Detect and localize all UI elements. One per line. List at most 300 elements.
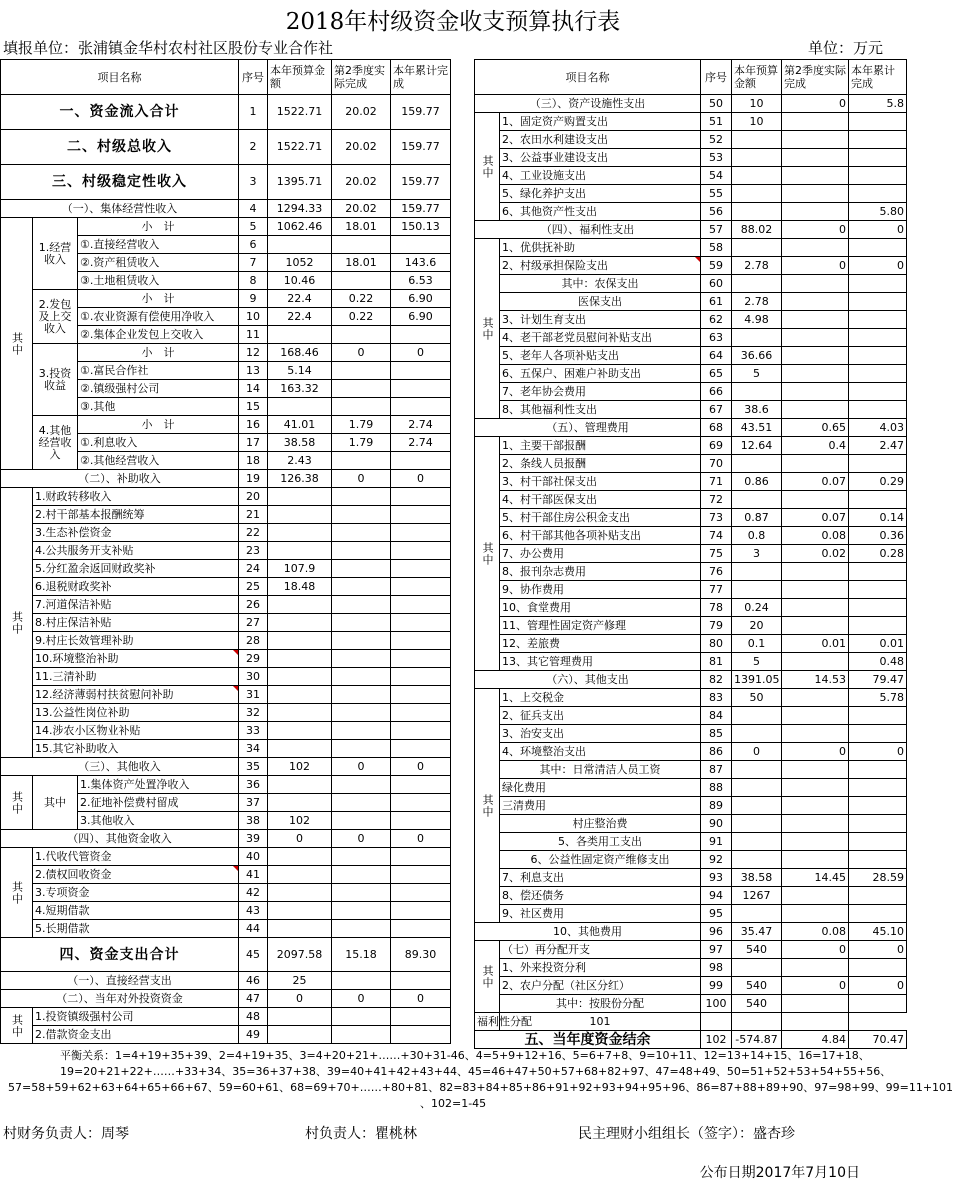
subsection-title: （五）、管理费用 <box>475 419 701 437</box>
cum-cell: 143.6 <box>391 254 451 272</box>
cum-cell <box>391 972 451 990</box>
q2-cell <box>782 293 849 311</box>
budget-cell: 20 <box>732 617 782 635</box>
budget-cell <box>732 203 782 221</box>
table-row <box>1 542 451 560</box>
q2-cell <box>332 686 391 704</box>
village-head: 村负责人：瞿桃林 <box>305 1126 417 1142</box>
q2-cell: 0 <box>332 470 391 488</box>
header-name: 项目名称 <box>475 60 701 95</box>
budget-cell <box>732 905 782 923</box>
cum-cell: 150.13 <box>391 218 451 236</box>
seq-cell: 17 <box>239 434 268 452</box>
q2-cell <box>782 689 849 707</box>
seq-cell: 15 <box>239 398 268 416</box>
seq-cell: 91 <box>701 833 732 851</box>
cum-cell <box>849 491 907 509</box>
item-name: 1.财政转移收入 <box>33 488 239 506</box>
item-name: 8、偿还债务 <box>500 887 701 905</box>
q2-cell <box>782 779 849 797</box>
q2-cell <box>332 362 391 380</box>
cum-cell: 89.30 <box>391 938 451 972</box>
cum-cell <box>391 668 451 686</box>
item-name: ①.直接经营收入 <box>78 236 239 254</box>
q2-cell: 4.84 <box>782 1031 849 1049</box>
q2-cell: 0.07 <box>782 509 849 527</box>
seq-cell: 72 <box>701 491 732 509</box>
header-cum: 本年累计完成 <box>391 60 451 95</box>
budget-cell <box>268 704 332 722</box>
table-row <box>475 599 907 617</box>
item-name: 7、办公费用 <box>500 545 701 563</box>
cum-cell: 0.29 <box>849 473 907 491</box>
budget-cell: 36.66 <box>732 347 782 365</box>
seq-cell: 68 <box>701 419 732 437</box>
cum-cell: 28.59 <box>849 869 907 887</box>
seq-cell: 13 <box>239 362 268 380</box>
budget-cell <box>732 779 782 797</box>
table-row <box>475 995 907 1013</box>
q2-cell <box>332 812 391 830</box>
item-name: 15.其它补助收入 <box>33 740 239 758</box>
seq-cell: 56 <box>701 203 732 221</box>
q2-cell <box>332 866 391 884</box>
budget-cell: 540 <box>732 995 782 1013</box>
seq-cell: 100 <box>701 995 732 1013</box>
q2-cell <box>782 995 849 1013</box>
currency-unit: 单位：万元 <box>807 39 883 57</box>
table-row <box>1 614 451 632</box>
budget-cell <box>732 329 782 347</box>
q2-cell <box>782 167 849 185</box>
table-row <box>475 95 907 113</box>
q2-cell <box>782 275 849 293</box>
seq-cell: 23 <box>239 542 268 560</box>
seq-cell: 22 <box>239 524 268 542</box>
balance-line: 、102=1-45 <box>420 1097 487 1110</box>
q2-cell <box>782 203 849 221</box>
budget-cell: 25 <box>268 972 332 990</box>
cum-cell <box>849 347 907 365</box>
table-row <box>1 416 451 434</box>
budget-cell <box>268 884 332 902</box>
table-row <box>1 506 451 524</box>
seq-cell: 8 <box>239 272 268 290</box>
table-row <box>1 650 451 668</box>
table-row <box>475 635 907 653</box>
table-row <box>1 1008 451 1026</box>
seq-cell: 6 <box>239 236 268 254</box>
budget-cell: 88.02 <box>732 221 782 239</box>
q2-cell <box>782 131 849 149</box>
seq-cell: 92 <box>701 851 732 869</box>
budget-cell <box>268 506 332 524</box>
q2-cell <box>782 959 849 977</box>
item-name: 11.三清补助 <box>33 668 239 686</box>
seq-cell: 101 <box>500 1013 701 1031</box>
item-name: 6.退税财政奖补 <box>33 578 239 596</box>
seq-cell: 97 <box>701 941 732 959</box>
table-row <box>475 275 907 293</box>
table-row <box>475 437 907 455</box>
seq-cell: 60 <box>701 275 732 293</box>
item-name: 10.环境整治补助 <box>33 650 239 668</box>
qizhong-label: 其中 <box>475 437 500 671</box>
cum-cell <box>849 815 907 833</box>
table-row <box>1 470 451 488</box>
cum-cell <box>849 167 907 185</box>
item-name: 其中：按股份分配 <box>500 995 701 1013</box>
cum-cell <box>849 113 907 131</box>
seq-cell: 34 <box>239 740 268 758</box>
seq-cell: 78 <box>701 599 732 617</box>
item-name: 1、外来投资分利 <box>500 959 701 977</box>
cum-cell: 0 <box>849 257 907 275</box>
table-row <box>475 671 907 689</box>
budget-cell <box>732 275 782 293</box>
seq-cell: 73 <box>701 509 732 527</box>
table-row <box>475 113 907 131</box>
table-row <box>475 977 907 995</box>
cum-cell <box>849 905 907 923</box>
subsection-title: （三）、其他收入 <box>1 758 239 776</box>
item-name: 1.集体资产处置净收入 <box>78 776 239 794</box>
seq-cell: 93 <box>701 869 732 887</box>
item-name: 2.借款资金支出 <box>33 1026 239 1044</box>
budget-cell <box>732 167 782 185</box>
budget-cell: 168.46 <box>268 344 332 362</box>
page-title: 2018年村级资金收支预算执行表 <box>285 9 621 35</box>
budget-cell: 43.51 <box>732 419 782 437</box>
q2-cell <box>782 707 849 725</box>
reporting-unit: 填报单位：张浦镇金华村农村社区股份专业合作社 <box>3 39 334 57</box>
subsection-title: 10、其他费用 <box>475 923 701 941</box>
budget-cell <box>732 455 782 473</box>
q2-cell <box>332 902 391 920</box>
finance-head: 村财务负责人：周琴 <box>3 1126 129 1142</box>
q2-cell <box>332 920 391 938</box>
table-row <box>1 668 451 686</box>
budget-cell: 5.14 <box>268 362 332 380</box>
table-row <box>475 455 907 473</box>
table-row <box>475 239 907 257</box>
cum-cell <box>849 599 907 617</box>
table-row <box>475 329 907 347</box>
q2-cell <box>332 506 391 524</box>
budget-cell: 2.78 <box>732 293 782 311</box>
unit-info <box>3 37 903 57</box>
democracy-head: 民主理财小组组长（签字）：盛杏珍 <box>578 1126 795 1142</box>
seq-cell: 55 <box>701 185 732 203</box>
table-row <box>475 707 907 725</box>
subsection-title: （一）、直接经营支出 <box>1 972 239 990</box>
item-name: 8、报刊杂志费用 <box>500 563 701 581</box>
cum-cell: 159.77 <box>391 165 451 200</box>
seq-cell: 99 <box>701 977 732 995</box>
item-name: 9、社区费用 <box>500 905 701 923</box>
cum-cell <box>391 236 451 254</box>
item-name: 福利性分配 <box>475 1013 500 1031</box>
cum-cell <box>782 1013 849 1031</box>
table-row <box>475 401 907 419</box>
subsection-title: （二）、当年对外投资资金 <box>1 990 239 1008</box>
cum-cell <box>391 704 451 722</box>
cum-cell <box>849 725 907 743</box>
budget-cell: 41.01 <box>268 416 332 434</box>
cum-cell: 0.28 <box>849 545 907 563</box>
budget-cell: 2.78 <box>732 257 782 275</box>
item-name: 3、计划生育支出 <box>500 311 701 329</box>
item-name: 12.经济薄弱村扶贫慰问补助 <box>33 686 239 704</box>
budget-cell: 1391.05 <box>732 671 782 689</box>
cum-cell: 5.80 <box>849 203 907 221</box>
budget-cell: 38.6 <box>732 401 782 419</box>
item-name: 3.专项资金 <box>33 884 239 902</box>
q2-cell <box>782 815 849 833</box>
subsection-title: （四）、其他资金收入 <box>1 830 239 848</box>
budget-cell <box>268 722 332 740</box>
item-name: ②.集体企业发包上交收入 <box>78 326 239 344</box>
seq-cell: 47 <box>239 990 268 1008</box>
cum-cell <box>391 452 451 470</box>
q2-cell <box>782 113 849 131</box>
cum-cell <box>849 365 907 383</box>
table-row <box>1 488 451 506</box>
seq-cell: 87 <box>701 761 732 779</box>
q2-cell <box>782 329 849 347</box>
cum-cell: 0.48 <box>849 653 907 671</box>
budget-cell <box>732 707 782 725</box>
seq-cell: 66 <box>701 383 732 401</box>
table-row <box>1 830 451 848</box>
cum-cell <box>391 632 451 650</box>
budget-cell <box>732 491 782 509</box>
header-row <box>475 60 907 95</box>
q2-cell <box>332 380 391 398</box>
q2-cell: 0.08 <box>782 527 849 545</box>
table-row <box>475 545 907 563</box>
q2-cell <box>782 311 849 329</box>
budget-cell <box>732 185 782 203</box>
budget-cell: 10 <box>732 113 782 131</box>
q2-cell <box>782 347 849 365</box>
item-name: 11、管理性固定资产修理 <box>500 617 701 635</box>
item-name: 1、固定资产购置支出 <box>500 113 701 131</box>
cum-cell: 0 <box>849 743 907 761</box>
cum-cell <box>391 398 451 416</box>
header-name: 项目名称 <box>1 60 239 95</box>
table-row <box>475 653 907 671</box>
item-name: 3、公益事业建设支出 <box>500 149 701 167</box>
cum-cell <box>391 686 451 704</box>
q2-cell <box>782 851 849 869</box>
cum-cell <box>391 776 451 794</box>
budget-cell: 18.48 <box>268 578 332 596</box>
balance-relations <box>0 1048 953 1112</box>
item-name: 1.投资镇级强村公司 <box>33 1008 239 1026</box>
budget-cell <box>268 902 332 920</box>
cum-cell: 5.78 <box>849 689 907 707</box>
table-row <box>1 200 451 218</box>
q2-cell <box>332 326 391 344</box>
cum-cell: 0 <box>391 758 451 776</box>
cum-cell <box>391 542 451 560</box>
table-row <box>1 344 451 362</box>
table-row <box>475 185 907 203</box>
budget-cell <box>732 239 782 257</box>
balance-line: 平衡关系：1=4+19+35+39、2=4+19+35、3=4+20+21+……+30+31-46、4=5+9+12+16、5=6+7+8、9=10+11、12=13+14+15、16=17+18、 <box>60 1049 870 1062</box>
seq-cell: 40 <box>239 848 268 866</box>
seq-cell: 19 <box>239 470 268 488</box>
item-name: 3.生态补偿资金 <box>33 524 239 542</box>
q2-cell: 20.02 <box>332 165 391 200</box>
q2-cell <box>332 776 391 794</box>
budget-cell: 22.4 <box>268 290 332 308</box>
q2-cell <box>782 653 849 671</box>
q2-cell: 14.45 <box>782 869 849 887</box>
balance-line: 19=20+21+22+……+33+34、35=36+37+38、39=40+41+42+43+44、45=46+47+50+57+68+82+97、47=48+49、50=51+52+53+54+55+56、 <box>60 1065 892 1078</box>
seq-cell: 89 <box>701 797 732 815</box>
subsection-title: （四）、福利性支出 <box>475 221 701 239</box>
budget-cell <box>732 851 782 869</box>
table-row <box>475 149 907 167</box>
section-title: 三、村级稳定性收入 <box>1 165 239 200</box>
budget-cell <box>732 581 782 599</box>
item-name: ②.其他经营收入 <box>78 452 239 470</box>
cum-cell <box>849 329 907 347</box>
table-row <box>1 686 451 704</box>
table-row <box>475 833 907 851</box>
seq-cell: 58 <box>701 239 732 257</box>
table-row <box>475 1013 907 1031</box>
table-row <box>475 203 907 221</box>
publish-date: 公布日期2017年7月10日 <box>699 1165 860 1181</box>
seq-cell: 46 <box>239 972 268 990</box>
seq-cell: 28 <box>239 632 268 650</box>
budget-cell: 0.1 <box>732 635 782 653</box>
budget-cell: 0.24 <box>732 599 782 617</box>
budget-cell <box>732 833 782 851</box>
seq-cell: 69 <box>701 437 732 455</box>
q2-cell <box>332 972 391 990</box>
table-row <box>1 902 451 920</box>
budget-cell <box>732 383 782 401</box>
budget-cell <box>268 1008 332 1026</box>
budget-cell <box>268 542 332 560</box>
table-row <box>475 311 907 329</box>
cum-cell <box>849 851 907 869</box>
budget-cell <box>268 632 332 650</box>
budget-cell <box>268 650 332 668</box>
cum-cell <box>391 848 451 866</box>
cum-cell <box>849 995 907 1013</box>
q2-cell: 0.07 <box>782 473 849 491</box>
budget-cell: 1522.71 <box>268 95 332 130</box>
table-row <box>1 920 451 938</box>
cum-cell: 0.36 <box>849 527 907 545</box>
table-row <box>1 130 451 165</box>
cum-cell <box>391 866 451 884</box>
budget-cell: 38.58 <box>732 869 782 887</box>
q2-cell <box>782 365 849 383</box>
q2-cell: 15.18 <box>332 938 391 972</box>
seq-cell: 53 <box>701 149 732 167</box>
seq-cell: 25 <box>239 578 268 596</box>
budget-cell: 0 <box>268 830 332 848</box>
seq-cell: 61 <box>701 293 732 311</box>
q2-cell: 0 <box>332 990 391 1008</box>
cum-cell <box>849 275 907 293</box>
budget-cell: 5 <box>732 653 782 671</box>
table-row <box>1 596 451 614</box>
cum-cell: 0 <box>849 221 907 239</box>
q2-cell <box>782 383 849 401</box>
table-row <box>475 221 907 239</box>
cum-cell <box>849 887 907 905</box>
table-row <box>475 815 907 833</box>
seq-cell: 83 <box>701 689 732 707</box>
seq-cell: 76 <box>701 563 732 581</box>
cum-cell: 6.90 <box>391 290 451 308</box>
seq-cell: 84 <box>701 707 732 725</box>
budget-cell <box>732 131 782 149</box>
budget-cell <box>268 488 332 506</box>
table-row <box>1 990 451 1008</box>
q2-cell <box>332 668 391 686</box>
cum-cell: 159.77 <box>391 200 451 218</box>
cum-cell: 2.47 <box>849 437 907 455</box>
cum-cell <box>391 614 451 632</box>
seq-cell: 33 <box>239 722 268 740</box>
item-name: 7.河道保洁补贴 <box>33 596 239 614</box>
table-row <box>475 563 907 581</box>
cum-cell <box>849 383 907 401</box>
item-name: 1.代收代管资金 <box>33 848 239 866</box>
seq-cell: 85 <box>701 725 732 743</box>
seq-cell: 31 <box>239 686 268 704</box>
cum-cell <box>391 1026 451 1044</box>
item-name: 2、村级承担保险支出 <box>500 257 701 275</box>
item-name: 小 计 <box>78 416 239 434</box>
q2-cell: 0 <box>782 257 849 275</box>
qizhong-label: 其中 <box>1 218 33 470</box>
cum-cell <box>391 812 451 830</box>
seq-cell: 11 <box>239 326 268 344</box>
item-name: 绿化费用 <box>500 779 701 797</box>
table-row <box>1 560 451 578</box>
table-row <box>475 941 907 959</box>
budget-cell: 126.38 <box>268 470 332 488</box>
table-row <box>1 740 451 758</box>
budget-cell <box>268 686 332 704</box>
budget-cell: 10.46 <box>268 272 332 290</box>
q2-cell: 20.02 <box>332 95 391 130</box>
table-row <box>1 884 451 902</box>
budget-cell <box>268 794 332 812</box>
section-title: 二、村级总收入 <box>1 130 239 165</box>
item-name: 4、工业设施支出 <box>500 167 701 185</box>
header-seq: 序号 <box>701 60 732 95</box>
item-name: 三清费用 <box>500 797 701 815</box>
item-name: 1、上交税金 <box>500 689 701 707</box>
seq-cell: 70 <box>701 455 732 473</box>
item-name: 4.短期借款 <box>33 902 239 920</box>
item-name: 5、各类用工支出 <box>500 833 701 851</box>
budget-cell: 1395.71 <box>268 165 332 200</box>
q2-cell: 0 <box>782 743 849 761</box>
item-name: ③.其他 <box>78 398 239 416</box>
q2-cell <box>782 401 849 419</box>
